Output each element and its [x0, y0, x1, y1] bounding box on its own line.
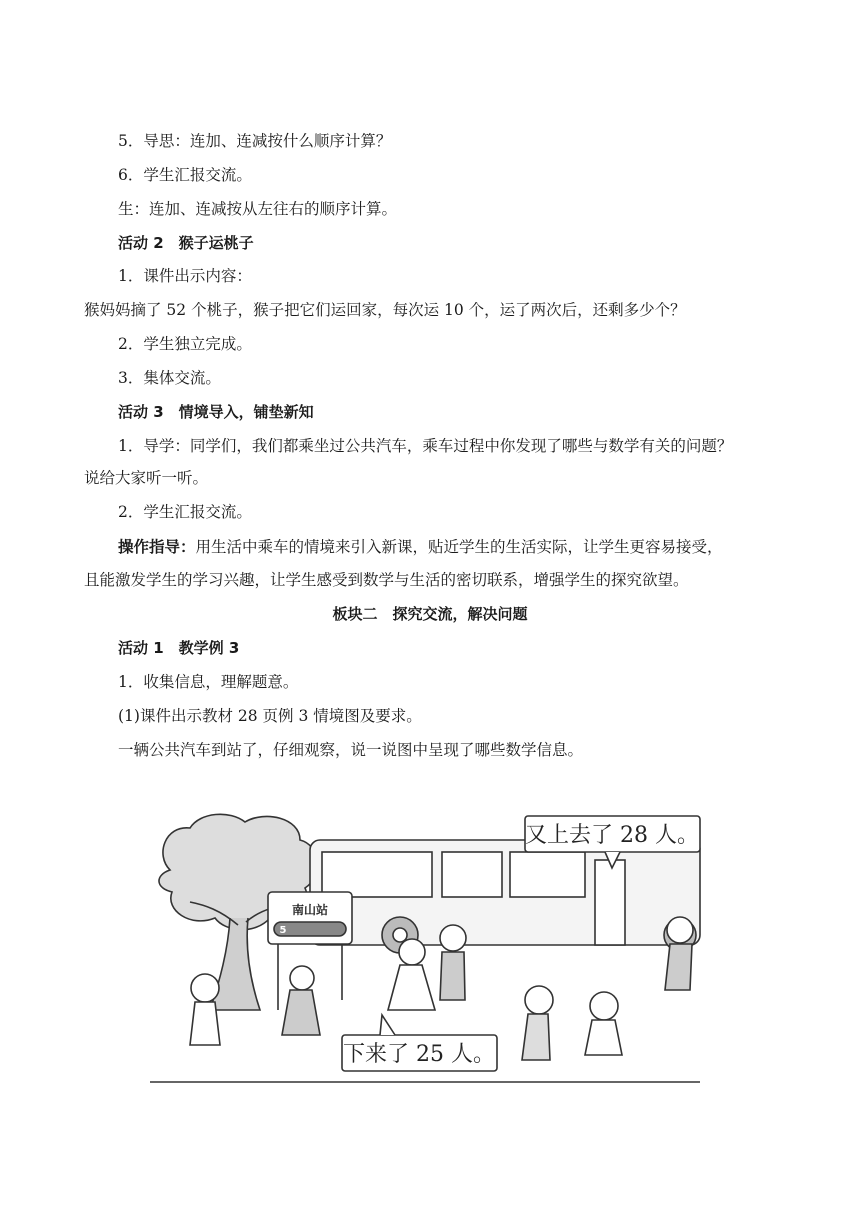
text-line: 生：连加、连减按从左往右的顺序计算。: [118, 200, 398, 218]
activity-heading: 活动 3 情境导入，铺垫新知: [118, 403, 314, 421]
text-line: 一辆公共汽车到站了，仔细观察，说一说图中呈现了哪些数学信息。: [118, 741, 584, 759]
guidance-text: 用生活中乘车的情境来引入新课，贴近学生的生活实际，让学生更容易接受，: [195, 538, 723, 556]
text-line: 1．导学：同学们，我们都乘坐过公共汽车，乘车过程中你发现了哪些与数学有关的问题？: [118, 437, 733, 455]
text-line: 3．集体交流。: [118, 369, 221, 387]
stop-sign-text: 南山站: [291, 903, 329, 917]
text-line: 5．导思：连加、连减按什么顺序计算？: [118, 132, 392, 150]
section-heading: 板块二 探究交流，解决问题: [332, 605, 528, 623]
text-line: 猴妈妈摘了 52 个桃子，猴子把它们运回家，每次运 10 个，运了两次后，还剩多少个？: [84, 301, 686, 319]
guidance-line: [118, 537, 723, 557]
text-line: 2．学生独立完成。: [118, 335, 252, 353]
text-line: 1．课件出示内容：: [118, 267, 252, 285]
activity-heading: 活动 1 教学例 3: [118, 639, 240, 657]
activity-heading: 活动 2 猴子运桃子: [118, 234, 254, 252]
guidance-label: 操作指导：: [118, 538, 196, 556]
text-line: 2．学生汇报交流。: [118, 503, 252, 521]
stop-number-text: 5: [279, 925, 287, 936]
bubble-bottom-text: 下来了 25 人。: [343, 1042, 495, 1067]
bus-drawing: [310, 840, 700, 953]
text-line: 且能激发学生的学习兴趣，让学生感受到数学与生活的密切联系，增强学生的探究欲望。: [84, 571, 689, 589]
bus-stop-illustration: [150, 810, 705, 1090]
text-line: 1．收集信息，理解题意。: [118, 673, 299, 691]
text-line: 6．学生汇报交流。: [118, 166, 252, 184]
text-line: 说给大家听一听。: [84, 469, 209, 487]
bubble-top-text: 又上去了 28 人。: [525, 823, 699, 848]
text-line: (1)课件出示教材 28 页例 3 情境图及要求。: [118, 707, 422, 725]
